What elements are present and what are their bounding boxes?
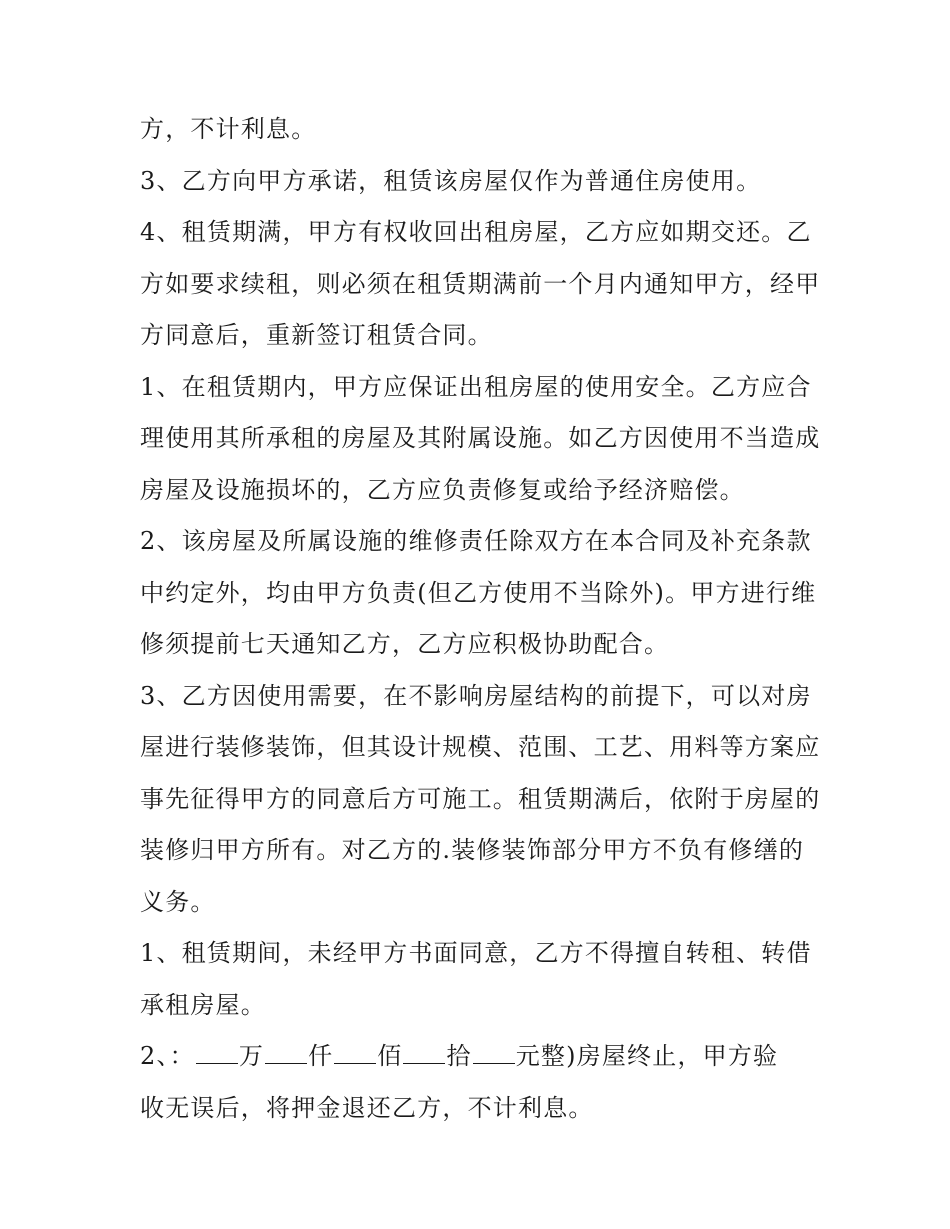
text-line: 中约定外，均由甲方负责(但乙方使用不当除外)。甲方进行维 [140, 578, 817, 607]
deposit-line [140, 1031, 840, 1083]
text-line: 事先征得甲方的同意后方可施工。租赁期满后，依附于房屋的 [140, 784, 821, 813]
text-line: 1、在租赁期内，甲方应保证出租房屋的使用安全。乙方应合 [140, 372, 812, 401]
unit-wan: 万 [238, 1042, 265, 1070]
deposit-suffix: 元整)房屋终止，甲方验 [515, 1042, 779, 1070]
contract-text [140, 104, 840, 1134]
blank-field-bai [334, 1041, 376, 1064]
deposit-prefix: 2、： [140, 1042, 195, 1070]
text-line: 修须提前七天通知乙方，乙方应积极协助配合。 [140, 630, 670, 658]
text-line: 屋进行装修装饰，但其设计规模、范围、工艺、用料等方案应 [140, 733, 821, 761]
text-line: 1、租赁期间，未经甲方书面同意，乙方不得擅自转租、转借 [140, 939, 812, 967]
text-line: 方同意后，重新签订租赁合同。 [140, 321, 493, 349]
text-line: 义务。 [140, 887, 216, 916]
text-line: 2、该房屋及所属设施的维修责任除双方在本合同及补充条款 [140, 527, 812, 555]
text-line: 承租房屋。 [140, 990, 266, 1019]
unit-shi: 拾 [446, 1042, 472, 1070]
text-line: 装修归甲方所有。对乙方的.装修装饰部分甲方不负有修缮的 [140, 836, 805, 864]
text-line: 方如要求续租，则必须在租赁期满前一个月内通知甲方，经甲 [140, 269, 821, 298]
blank-field-qian [265, 1041, 307, 1064]
blank-field-wan [196, 1041, 238, 1064]
text-line: 收无误后，将押金退还乙方，不计利息。 [140, 1093, 594, 1122]
text-line: 理使用其所承租的房屋及其附属设施。如乙方因使用不当造成 [140, 424, 821, 452]
text-line: 方，不计利息。 [140, 115, 317, 143]
blank-field-shi [403, 1041, 445, 1064]
unit-qian: 仟 [308, 1042, 334, 1070]
text-line: 3、乙方因使用需要，在不影响房屋结构的前提下，可以对房 [140, 681, 812, 710]
text-line: 4、租赁期满，甲方有权收回出租房屋，乙方应如期交还。乙 [140, 218, 812, 246]
text-line: 3、乙方向甲方承诺，租赁该房屋仅作为普通住房使用。 [140, 166, 762, 195]
blank-field-yuan [473, 1041, 515, 1064]
text-line: 房屋及设施损坏的，乙方应负责修复或给予经济赔偿。 [140, 475, 745, 504]
unit-bai: 佰 [377, 1042, 403, 1070]
